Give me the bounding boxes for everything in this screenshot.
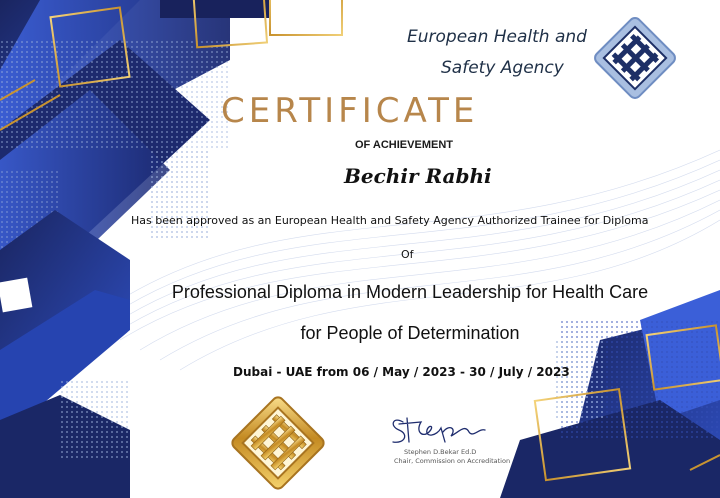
signatory-name: Stephen D.Bekar Ed.D xyxy=(404,448,477,456)
certificate-title: CERTIFICATE xyxy=(221,91,479,131)
diploma-title-line1: Professional Diploma in Modern Leadership for Health Care xyxy=(171,282,649,302)
gold-seal-icon xyxy=(222,392,334,494)
course-dates: Dubai - UAE from 06 / May / 2023 - 30 / July / 2023 xyxy=(233,365,570,379)
recipient-name: Bechir Rabhi xyxy=(344,164,492,188)
agency-name-line1: European Health and xyxy=(407,27,587,47)
signature-mark xyxy=(385,410,495,450)
signatory-role: Chair, Commission on Accreditation xyxy=(394,457,511,465)
of-text: Of xyxy=(401,248,414,261)
certificate-subtitle: OF ACHIEVEMENT xyxy=(355,139,453,151)
approval-statement: Has been approved as an European Health and Safety Agency Authorized Trainee for Diploma xyxy=(131,214,649,227)
diploma-title-line2: for People of Determination xyxy=(300,323,520,343)
agency-name xyxy=(407,22,607,84)
agency-name-line2: Safety Agency xyxy=(441,58,564,78)
